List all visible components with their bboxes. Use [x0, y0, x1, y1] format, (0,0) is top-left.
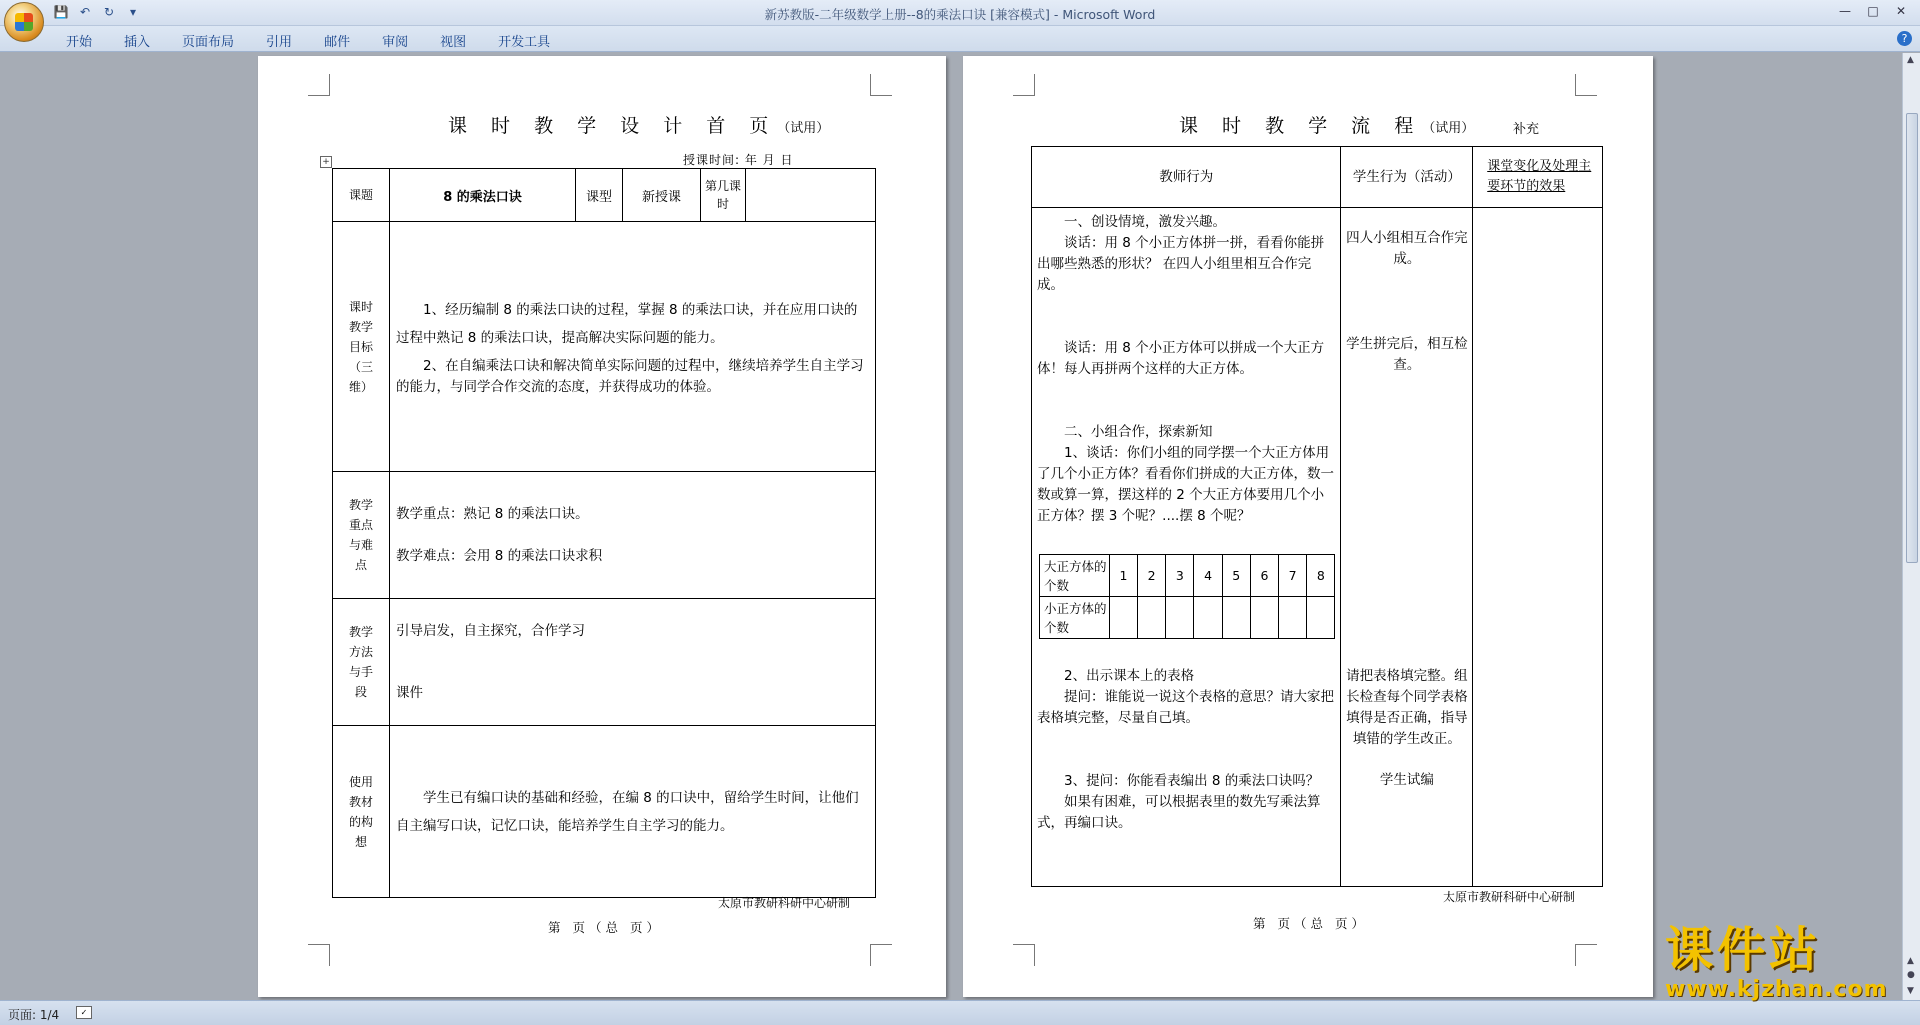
empty-cell	[1279, 597, 1307, 639]
section2-text: 1、谈话：你们小组的同学摆一个大正方体用了几个小正方体？看看你们拼成的大正方体，数一数或算一算，摆这样的 2 个大正方体要用几个小正方体？摆 3 个呢？....摆 8 个呢？	[1037, 445, 1334, 524]
cube-col: 7	[1279, 555, 1307, 597]
period-value	[746, 169, 876, 222]
crop-mark	[1013, 74, 1035, 96]
empty-para	[1037, 645, 1335, 666]
goals-label: 课时教学目标（三维）	[333, 222, 390, 472]
cube-col: 8	[1307, 555, 1335, 597]
cube-count-table	[1039, 554, 1335, 639]
empty-cell	[1166, 597, 1194, 639]
section2-item2-text: 提问：谁能说一说这个表格的意思？请大家把表格填完整，尽量自己填。	[1037, 689, 1334, 726]
student-header: 学生行为（活动）	[1341, 147, 1473, 208]
student-column	[1341, 208, 1473, 887]
ideas-text: 学生已有编口诀的基础和经验，在编 8 的口诀中，留给学生时间，让他们自主编写口诀，记忆口诀，能培养学生自主学习的能力。	[396, 789, 859, 834]
empty-para	[1037, 380, 1335, 401]
page1-title	[448, 111, 829, 138]
cube-col: 2	[1138, 555, 1166, 597]
status-bar	[0, 1000, 1920, 1025]
vertical-scrollbar[interactable]	[1902, 53, 1920, 1000]
student-activity-3: 请把表格填完整。组长检查每个同学表格填得是否正确，指导填错的学生改正。	[1346, 668, 1468, 747]
crop-mark	[870, 944, 892, 966]
empty-para	[1037, 296, 1335, 317]
empty-cell	[1250, 597, 1278, 639]
page-number-footer: 第 页（总 页）	[1253, 916, 1368, 931]
maximize-icon[interactable]: □	[1867, 4, 1879, 18]
browse-object-icon[interactable]: ●	[1907, 970, 1915, 980]
student-activity-2: 学生拼完后，相互检查。	[1346, 336, 1468, 373]
empty-para	[1037, 750, 1335, 771]
help-icon[interactable]: ?	[1897, 31, 1912, 46]
empty-cell	[1222, 597, 1250, 639]
redo-icon[interactable]: ↻	[103, 5, 115, 19]
methods-content	[390, 599, 876, 726]
topic-value: 8 的乘法口诀	[390, 169, 576, 222]
keypoints-content	[390, 472, 876, 599]
cube-col: 1	[1109, 555, 1137, 597]
prev-page-icon[interactable]: ▲	[1907, 956, 1914, 966]
period-label: 第几课时	[701, 169, 746, 222]
teaching-method: 引导启发，自主探究，合作学习	[396, 623, 585, 639]
page2-title-text: 课 时 教 学 流 程	[1179, 115, 1423, 137]
supplement-label: 补充	[1513, 122, 1540, 137]
page-2	[963, 56, 1653, 997]
empty-para	[1037, 527, 1335, 548]
methods-label: 教学方法与手段	[333, 599, 390, 726]
page-number-footer: 第 页（总 页）	[548, 920, 663, 935]
org-footer: 太原市教研科研中心研制	[1443, 890, 1576, 904]
type-label: 课型	[576, 169, 623, 222]
empty-cell	[1194, 597, 1222, 639]
keypoints-label: 教学重点与难点	[333, 472, 390, 599]
cube-col: 6	[1250, 555, 1278, 597]
cube-col: 5	[1222, 555, 1250, 597]
tab-page-layout[interactable]: 页面布局	[182, 35, 235, 50]
minimize-icon[interactable]: —	[1839, 4, 1851, 18]
tab-developer[interactable]: 开发工具	[498, 35, 551, 50]
student-activity-4: 学生试编	[1379, 772, 1434, 788]
undo-icon[interactable]: ↶	[79, 5, 91, 19]
note-header: 课堂变化及处理主要环节的效果	[1473, 147, 1603, 208]
section2-title: 二、小组合作，探索新知	[1064, 424, 1213, 440]
goal-2: 2、在自编乘法口诀和解决简单实际问题的过程中，继续培养学生自主学习的能力，与同学合作交流的态度，并获得成功的体验。	[396, 357, 864, 395]
section1-text: 谈话：用 8 个小正方体拼一拼，看看你能拼出哪些熟悉的形状？ 在四人小组里相互合作完成。	[1037, 235, 1325, 293]
window-controls	[1832, 2, 1914, 20]
page2-title-suffix: （试用）	[1422, 121, 1475, 136]
customize-qat-icon[interactable]: ▾	[129, 5, 137, 19]
section1-text2: 谈话：用 8 个小正方体可以拼成一个大正方体！每人再拼两个这样的大正方体。	[1037, 340, 1325, 377]
office-button[interactable]	[4, 2, 44, 42]
crop-mark	[1575, 74, 1597, 96]
empty-para	[1037, 317, 1335, 338]
note-column	[1473, 208, 1603, 887]
watermark	[1665, 922, 1905, 1004]
page1-title-suffix: （试用）	[777, 121, 830, 136]
teaching-tool: 课件	[396, 685, 423, 701]
crop-mark	[1575, 944, 1597, 966]
office-logo-icon	[15, 13, 33, 31]
topic-label: 课题	[333, 169, 390, 222]
large-cube-label: 大正方体的个数	[1040, 555, 1110, 597]
key-point: 教学重点：熟记 8 的乘法口诀。	[396, 506, 589, 522]
next-page-icon[interactable]: ▼	[1907, 986, 1914, 996]
ideas-label: 使用教材的构想	[333, 726, 390, 898]
small-cube-label: 小正方体的个数	[1040, 597, 1110, 639]
teaching-date: 授课时间: 年 月 日	[683, 153, 794, 167]
empty-cell	[1109, 597, 1137, 639]
section2-item2: 2、出示课本上的表格	[1064, 668, 1195, 684]
cube-col: 4	[1194, 555, 1222, 597]
watermark-text: 课件站	[1665, 922, 1822, 978]
goal-1: 1、经历编制 8 的乘法口诀的过程，掌握 8 的乘法口诀，并在应用口诀的过程中熟记 8 的乘法口诀，提高解决实际问题的能力。	[396, 301, 858, 346]
lesson-flow-table	[1031, 146, 1603, 887]
tab-mailings[interactable]: 邮件	[324, 35, 351, 50]
page-count[interactable]: 页面: 1/4	[8, 1008, 60, 1022]
ribbon-tabs	[50, 31, 566, 50]
title-bar	[0, 0, 1920, 26]
save-icon[interactable]: 💾	[53, 5, 69, 19]
scroll-thumb[interactable]	[1906, 113, 1918, 563]
section2-item3: 3、提问：你能看表编出 8 的乘法口诀吗？	[1064, 773, 1320, 789]
empty-cell	[1307, 597, 1335, 639]
section1-title: 一、创设情境，激发兴趣。	[1064, 214, 1226, 230]
student-activity-1: 四人小组相互合作完成。	[1346, 230, 1468, 267]
teacher-column	[1032, 208, 1341, 887]
tab-references[interactable]: 引用	[266, 35, 293, 50]
page2-title	[1179, 111, 1474, 138]
type-value: 新授课	[623, 169, 701, 222]
close-icon[interactable]: ✕	[1895, 4, 1907, 18]
tab-review[interactable]: 审阅	[382, 35, 409, 50]
section2-item3-text: 如果有困难，可以根据表里的数先写乘法算式，再编口诀。	[1037, 794, 1321, 831]
window-title: 新苏教版-二年级数学上册--8的乘法口诀 [兼容模式] - Microsoft Word	[764, 7, 1156, 22]
document-workspace	[0, 53, 1902, 1000]
crop-mark	[308, 74, 330, 96]
org-footer: 太原市教研科研中心研制	[718, 896, 851, 910]
difficulty-point: 教学难点：会用 8 的乘法口诀求积	[396, 548, 603, 564]
watermark-url: www.kjzhan.com	[1665, 977, 1888, 1002]
tab-insert[interactable]: 插入	[124, 35, 151, 50]
empty-para	[1037, 729, 1335, 750]
cube-col: 3	[1166, 555, 1194, 597]
empty-para	[1037, 401, 1335, 422]
ideas-content	[390, 726, 876, 898]
scroll-up-icon[interactable]: ▲	[1907, 55, 1914, 65]
crop-mark	[870, 74, 892, 96]
teacher-header: 教师行为	[1032, 147, 1341, 208]
goals-content	[390, 222, 876, 472]
proofing-icon[interactable]: ✓	[76, 1006, 92, 1019]
tab-view[interactable]: 视图	[440, 35, 467, 50]
crop-mark	[1013, 944, 1035, 966]
page-1	[258, 56, 946, 997]
page1-title-text: 课 时 教 学 设 计 首 页	[448, 115, 778, 137]
ribbon	[0, 26, 1920, 52]
crop-mark	[308, 944, 330, 966]
table-move-handle-icon[interactable]: +	[320, 156, 332, 168]
lesson-design-table	[332, 168, 876, 898]
empty-cell	[1138, 597, 1166, 639]
tab-home[interactable]: 开始	[66, 35, 93, 50]
